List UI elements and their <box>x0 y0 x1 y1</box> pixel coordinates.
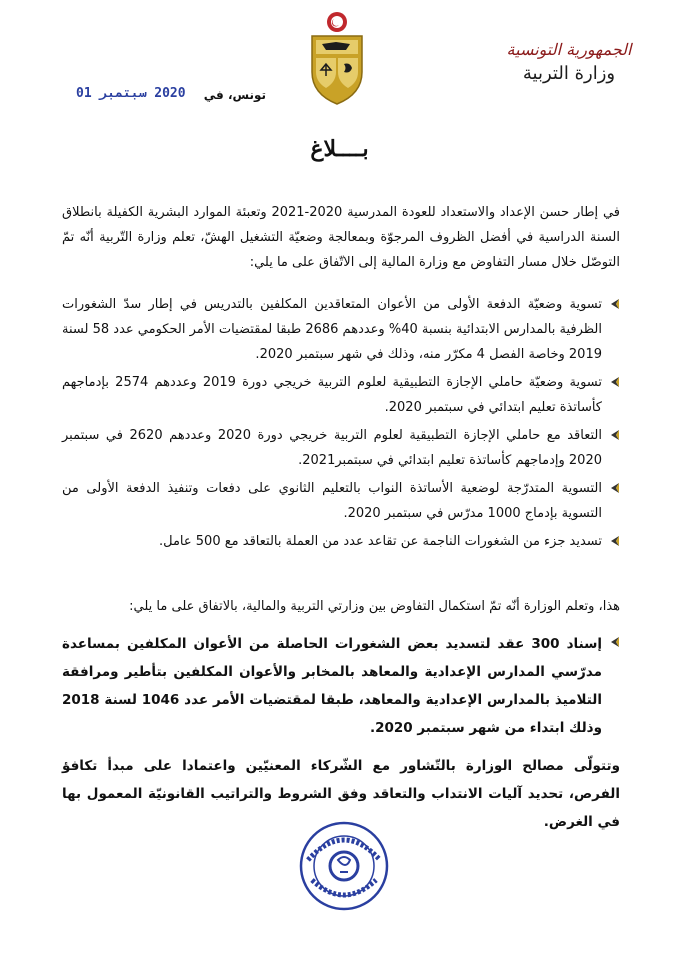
list-item-text: إسناد 300 عقد لتسديد بعض الشغورات الحاصلة من الأعوان المكلفين بمساعدة مدرّسي المدارس الإعدادية والمعاهد بالمخابر والأعوان المكلفين بتأطير ومرافقة التلاميذ بالمدارس الإعدادية والمعاهد، طبقا لمقتضيات الأمر عدد 1046 لسنة 2018 وذلك ابتداء من شهر سبتمبر 2020. <box>62 636 603 736</box>
second-agreement-list <box>62 630 620 745</box>
list-item-text: التسوية المتدرّجة لوضعية الأساتذة النواب بالتعليم الثانوي على دفعات وتنفيذ الدفعة الأولى من التسوية بإدماج 1000 مدرّس في سبتمبر 2020. <box>62 481 602 521</box>
bullet-icon <box>610 482 620 494</box>
list-item <box>62 476 620 526</box>
conclusion-paragraph: هذا، وتعلم الوزارة أنّه تمّ استكمال التفاوض بين وزارتي التربية والمالية، بالاتفاق على ما يلي: <box>129 599 620 614</box>
list-item-text: تسوية وضعيّة حاملي الإجازة التطبيقية لعلوم التربية خريجي دورة 2019 وعددهم 2574 بإدماجهم كأساتذة تعليم ابتدائي في سبتمبر 2020. <box>62 375 602 415</box>
list-item <box>62 630 620 742</box>
list-item-text: التعاقد مع حاملي الإجازة التطبيقية لعلوم التربية خريجي دورة 2020 وعددهم 2620 في سبتمبر 2020 وإدماجهم كأساتذة تعليم ابتدائي في سبتمبر2021. <box>62 428 602 468</box>
bullet-icon <box>610 636 620 648</box>
bullet-icon <box>610 429 620 441</box>
list-item <box>62 292 620 367</box>
emblem-icon <box>298 10 376 108</box>
bullet-icon <box>610 535 620 547</box>
date-stamp: 2020 سبتمبر 01 <box>76 86 186 101</box>
bullet-icon <box>610 376 620 388</box>
city-label: تونس، في <box>203 88 266 102</box>
closing-paragraph: وتتولّى مصالح الوزارة بالتّشاور مع الشّركاء المعنيّين واعتمادا على مبدأ تكافؤ الفرص، تحديد آليات الانتداب والتعاقد وفق الشروط والتراتيب القانونيّة المعمول بها في الغرض. <box>62 758 620 830</box>
list-item <box>62 423 620 473</box>
list-item-text: تسوية وضعيّة الدفعة الأولى من الأعوان المتعاقدين المكلفين بالتدريس في إطار سدّ الشغورات الظرفية بالمدارس الابتدائية بنسبة 40% وعددهم 2686 طبقا لمقتضيات الأمر الحكومي عدد 58 لسنة 2019 وخاصة الفصل 4 مكرّر منه، وذلك في شهر سبتمبر 2020. <box>62 297 602 362</box>
list-item-text: تسديد جزء من الشغورات الناجمة عن تقاعد عدد من العملة بالتعاقد مع 500 عامل. <box>158 534 602 549</box>
agreement-list <box>62 292 620 557</box>
stamp-icon <box>298 820 390 912</box>
intro-paragraph: في إطار حسن الإعداد والاستعداد للعودة المدرسية 2020-2021 وتعبئة الموارد البشرية الكفيلة بانطلاق السنة الدراسية في أفضل الظروف المرجوّة وبمعالجة وضعيّة التشغيل الهشّ، تعلم وزارة التّربية أنّه تمّ التوصّل خلال مسار التفاوض مع وزارة المالية إلى الاتّفاق على ما يلي: <box>62 205 620 270</box>
page-title: بــــلاغ <box>310 136 369 162</box>
date-line <box>76 86 266 108</box>
republic-name: الجمهورية التونسية <box>506 40 632 59</box>
letterhead <box>499 40 639 84</box>
ministry-name: وزارة التربية <box>522 63 616 84</box>
list-item <box>62 529 620 554</box>
bullet-icon <box>610 298 620 310</box>
list-item <box>62 370 620 420</box>
